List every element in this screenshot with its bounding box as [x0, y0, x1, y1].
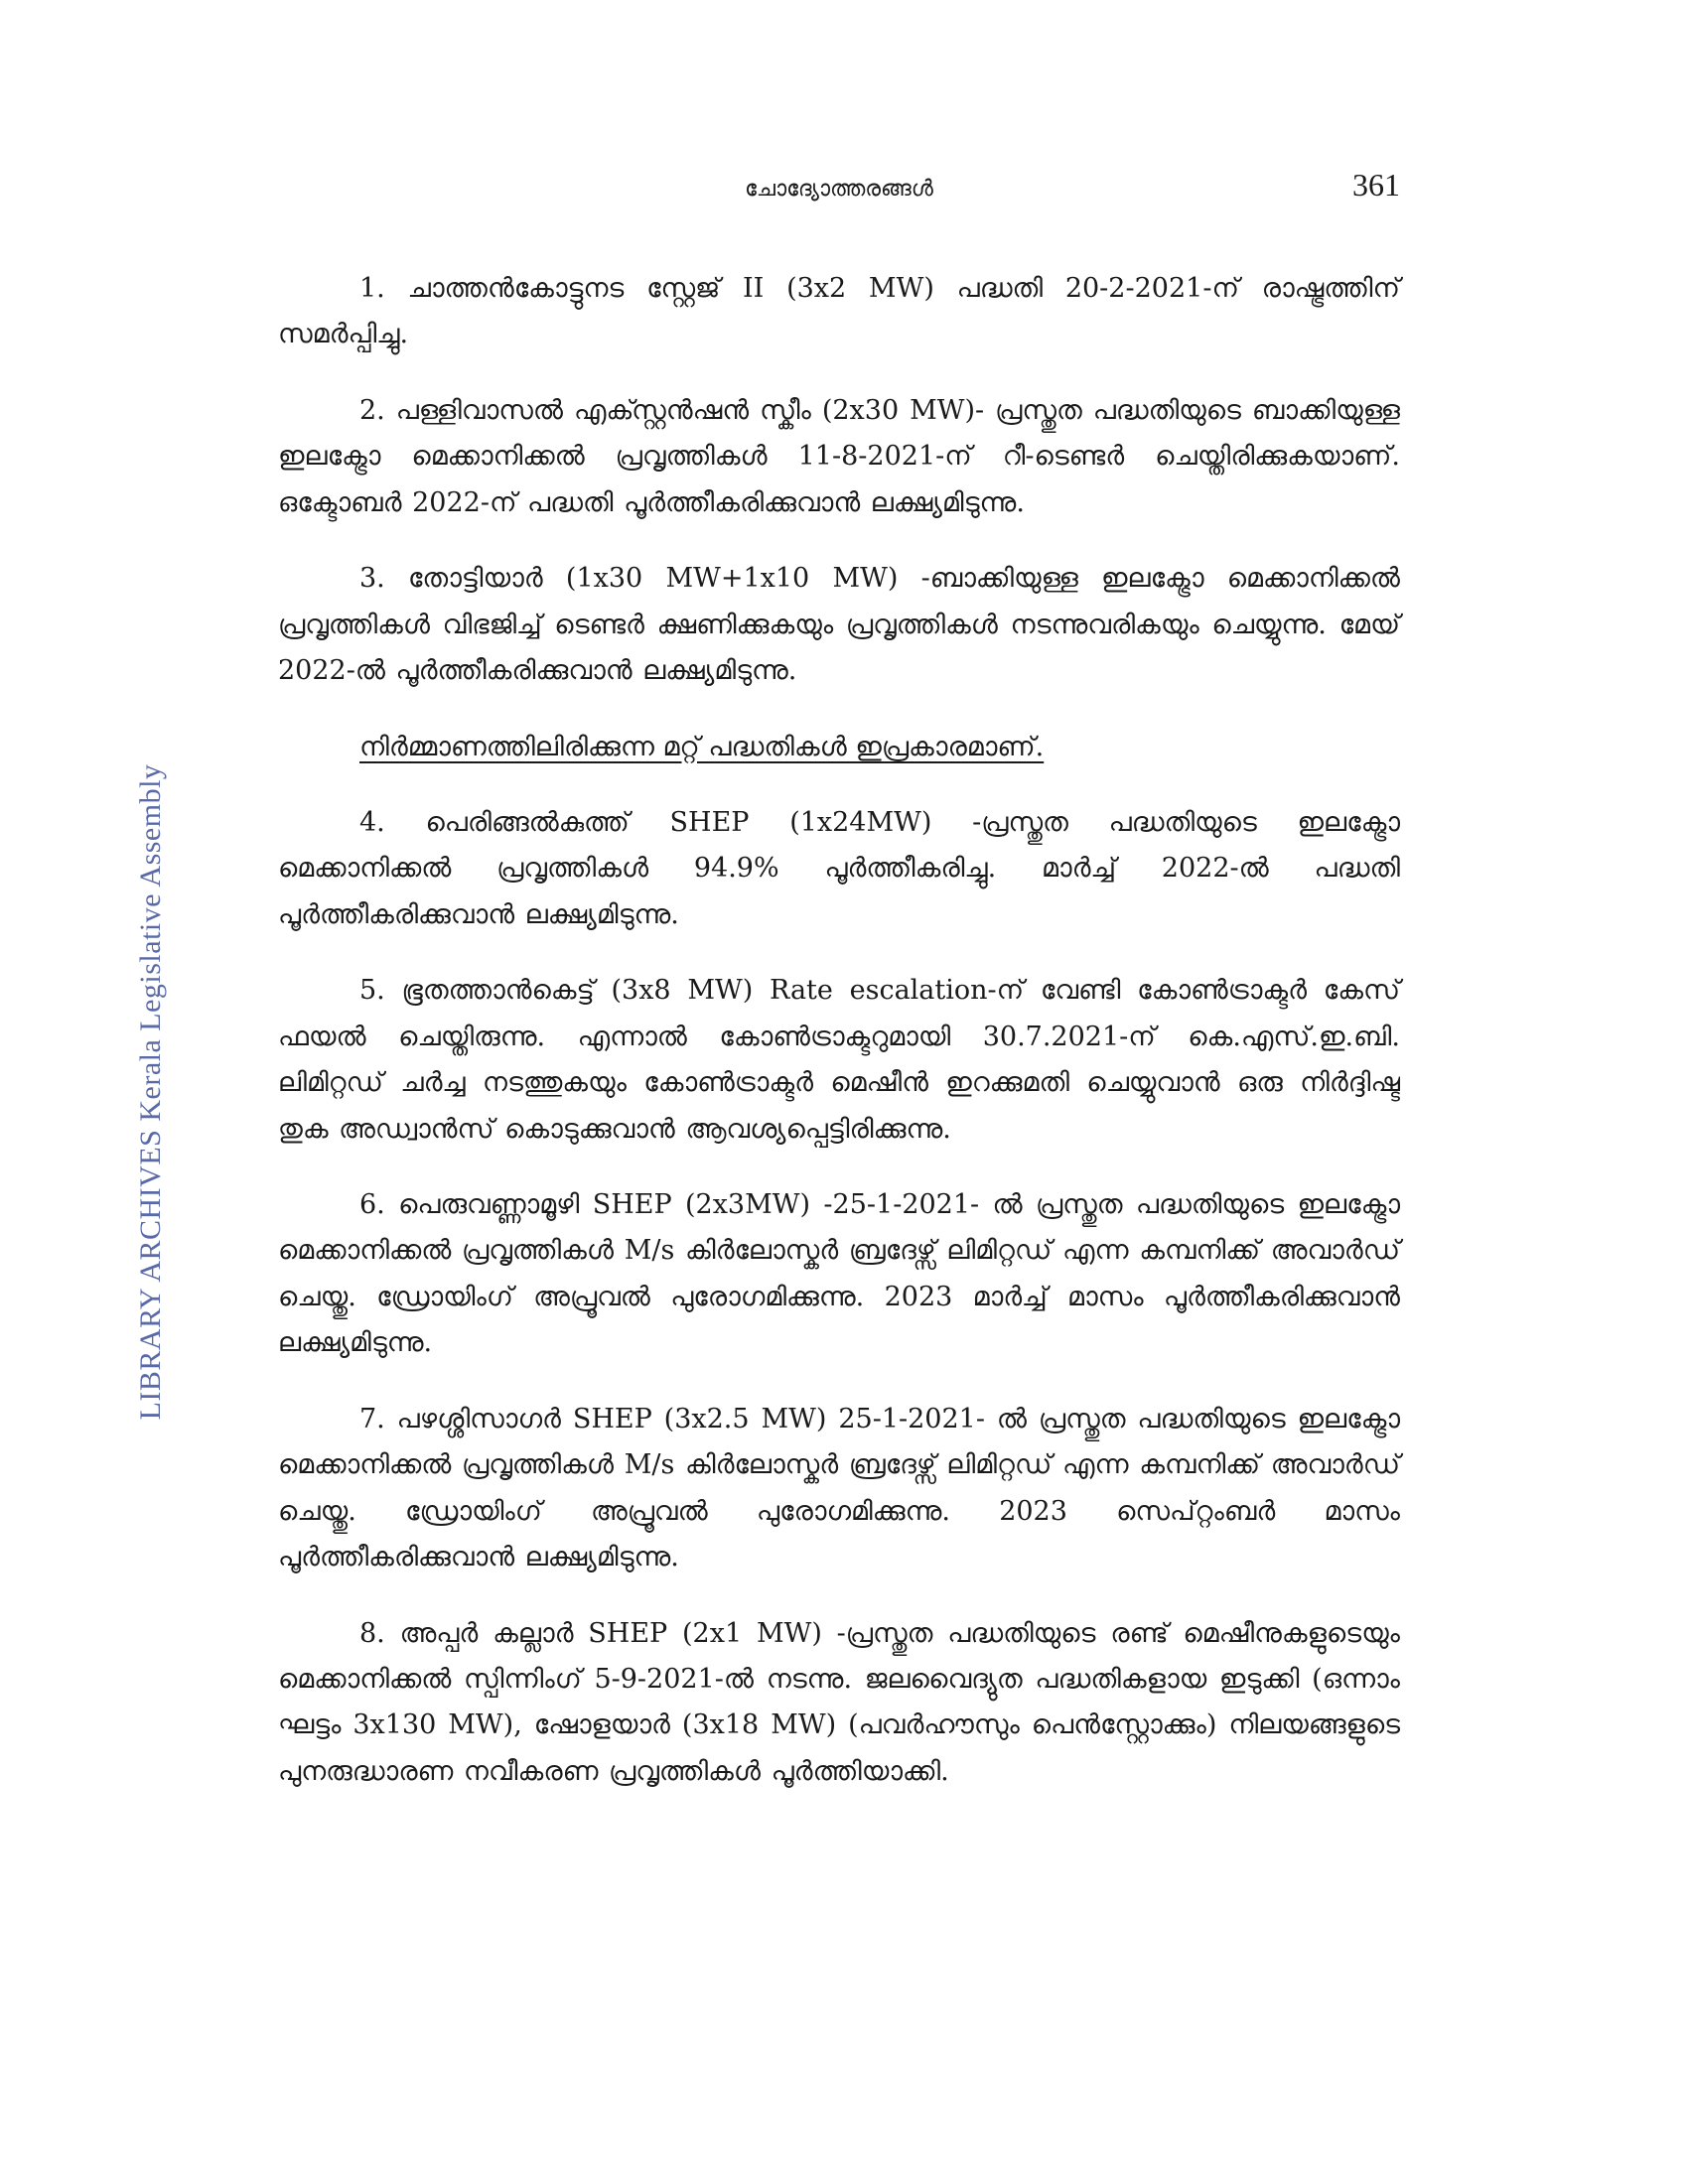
page-header [278, 167, 1400, 206]
paragraph-3: 3. തോട്ടിയാർ (1x30 MW+1x10 MW) -ബാക്കിയുള്ള ഇലക്ട്രോ മെക്കാനിക്കൽ പ്രവൃത്തികൾ വിഭജിച്ച് ടെണ്ടർ ക്ഷണിക്കുകയും പ്രവൃത്തികൾ നടന്നുവരികയും ചെയ്യുന്നു. മേയ് 2022-ൽ പൂർത്തീകരിക്കുവാൻ ലക്ഷ്യമിടുന്നു. [278, 563, 1400, 687]
running-title: ചോദ്യോത്തരങ്ങൾ [745, 177, 933, 202]
watermark-text: LIBRARY ARCHIVES Kerala Legislative Assembly [134, 763, 167, 1421]
paragraph-6: 6. പെരുവണ്ണാമൂഴി SHEP (2x3MW) -25-1-2021- ൽ പ്രസ്തുത പദ്ധതിയുടെ ഇലക്ട്രോ മെക്കാനിക്കൽ പ്രവൃത്തികൾ M/s കിർലോസ്കർ ബ്രദേഴ്സ് ലിമിറ്റഡ് എന്ന കമ്പനിക്ക് അവാർഡ് ചെയ്തു. ഡ്രോയിംഗ് അപ്രൂവൽ പുരോഗമിക്കുന്നു. 2023 മാർച്ച് മാസം പൂർത്തീകരിക്കുവാൻ ലക്ഷ്യമിടുന്നു. [278, 1189, 1400, 1359]
paragraph-2: 2. പള്ളിവാസൽ എക്സ്റ്റൻഷൻ സ്കീം (2x30 MW)- പ്രസ്തുത പദ്ധതിയുടെ ബാക്കിയുള്ള ഇലക്ട്രോ മെക്കാനിക്കൽ പ്രവൃത്തികൾ 11-8-2021-ന് റീ-ടെണ്ടർ ചെയ്തിരിക്കുകയാണ്. ഒക്ടോബർ 2022-ന് പദ്ധതി പൂർത്തീകരിക്കുവാൻ ലക്ഷ്യമിടുന്നു. [278, 394, 1400, 518]
document-body [278, 266, 1400, 1825]
paragraph-5: 5. ഭൂതത്താൻകെട്ട് (3x8 MW) Rate escalation-ന് വേണ്ടി കോൺട്രാക്ടർ കേസ് ഫയൽ ചെയ്തിരുന്നു. എന്നാൽ കോൺട്രാക്ടറുമായി 30.7.2021-ന് കെ.എസ്.ഇ.ബി. ലിമിറ്റഡ് ചർച്ച നടത്തുകയും കോൺട്രാക്ടർ മെഷീൻ ഇറക്കുമതി ചെയ്യുവാൻ ഒരു നിർദ്ദിഷ്ട തുക അഡ്വാൻസ് കൊടുക്കുവാൻ ആവശ്യപ്പെട്ടിരിക്കുന്നു. [278, 975, 1400, 1145]
paragraph-1: 1. ചാത്തൻകോട്ടുനട സ്റ്റേജ് II (3x2 MW) പദ്ധതി 20-2-2021-ന് രാഷ്ട്രത്തിന് സമർപ്പിച്ചു. [278, 273, 1400, 350]
page-number: 361 [1352, 167, 1400, 203]
paragraph-4: 4. പെരിങ്ങൽകുത്ത് SHEP (1x24MW) -പ്രസ്തുത പദ്ധതിയുടെ ഇലക്ട്രോ മെക്കാനിക്കൽ പ്രവൃത്തികൾ 94.9% പൂർത്തീകരിച്ചു. മാർച്ച് 2022-ൽ പദ്ധതി പൂർത്തീകരിക്കുവാൻ ലക്ഷ്യമിടുന്നു. [278, 806, 1400, 930]
section-subheading [359, 725, 1400, 770]
paragraph-7: 7. പഴശ്ശിസാഗർ SHEP (3x2.5 MW) 25-1-2021- ൽ പ്രസ്തുത പദ്ധതിയുടെ ഇലക്ട്രോ മെക്കാനിക്കൽ പ്രവൃത്തികൾ M/s കിർലോസ്കർ ബ്രദേഴ്സ് ലിമിറ്റഡ് എന്ന കമ്പനിക്ക് അവാർഡ് ചെയ്തു. ഡ്രോയിംഗ് അപ്രൂവൽ പുരോഗമിക്കുന്നു. 2023 സെപ്റ്റംബർ മാസം പൂർത്തീകരിക്കുവാൻ ലക്ഷ്യമിടുന്നു. [278, 1403, 1400, 1573]
paragraph-8: 8. അപ്പർ കല്ലാർ SHEP (2x1 MW) -പ്രസ്തുത പദ്ധതിയുടെ രണ്ട് മെഷീനുകളുടെയും മെക്കാനിക്കൽ സ്പിന്നിംഗ് 5-9-2021-ൽ നടന്നു. ജലവൈദ്യുത പദ്ധതികളായ ഇടുക്കി (ഒന്നാം ഘട്ടം 3x130 MW), ഷോളയാർ (3x18 MW) (പവർഹൗസും പെൻസ്റ്റോക്കും) നിലയങ്ങളുടെ പുനരുദ്ധാരണ നവീകരണ പ്രവൃത്തികൾ പൂർത്തിയാക്കി. [278, 1617, 1400, 1787]
subheading-text: നിർമ്മാണത്തിലിരിക്കുന്ന മറ്റ് പദ്ധതികൾ ഇപ്രകാരമാണ്. [359, 731, 1045, 762]
